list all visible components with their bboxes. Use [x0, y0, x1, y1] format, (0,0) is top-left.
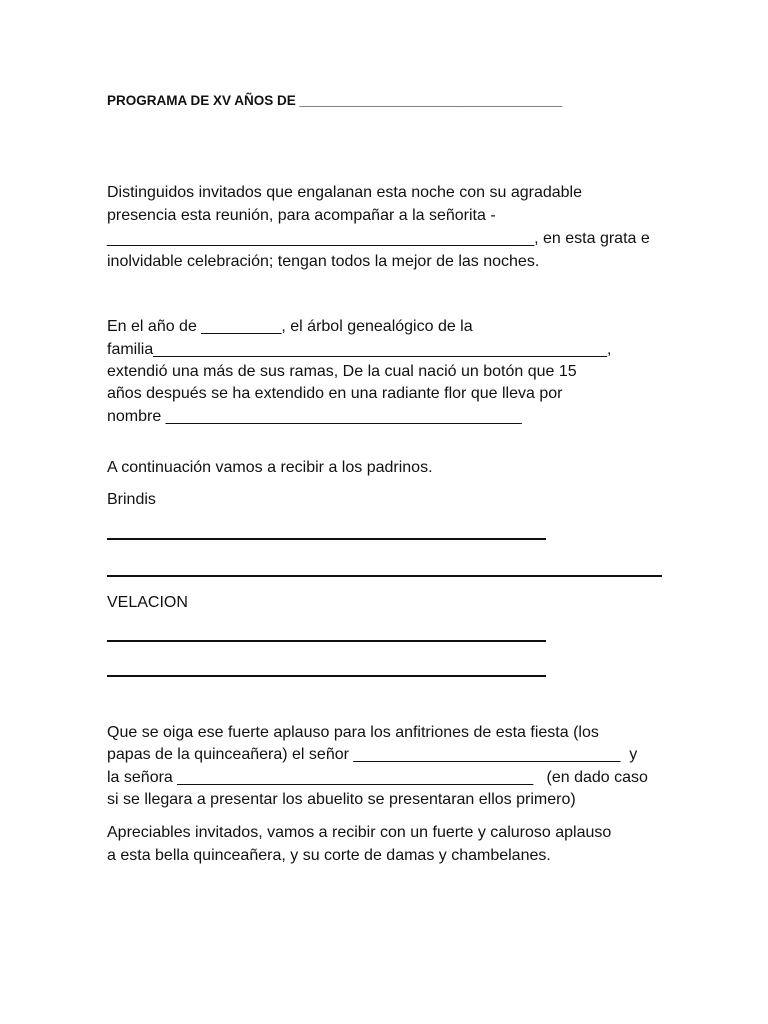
velacion-blank-line [107, 675, 546, 677]
genealogy-line: En el año de _________, el árbol genealógico de la [107, 318, 473, 335]
genealogy-line: nombre ________________________________________ [107, 408, 522, 425]
closing-line: a esta bella quinceañera, y su corte de damas y chambelanes. [107, 847, 551, 864]
intro-line: inolvidable celebración; tengan todos la mejor de las noches. [107, 253, 540, 270]
closing-line: Apreciables invitados, vamos a recibir con un fuerte y caluroso aplauso [107, 824, 612, 841]
parents-line: la señora ________________________________________ (en dado caso [107, 769, 648, 786]
velacion-heading: VELACION [107, 594, 188, 611]
parents-line: Que se oiga ese fuerte aplauso para los anfitriones de esta fiesta (los [107, 724, 599, 741]
brindis-blank-line [107, 575, 662, 577]
intro-line: presencia esta reunión, para acompañar a la señorita - [107, 207, 496, 224]
document-title: PROGRAMA DE XV AÑOS DE ___________________________________ [107, 93, 563, 108]
genealogy-line: familia___________________________________________________, [107, 341, 612, 358]
genealogy-line: extendió una más de sus ramas, De la cual nació un botón que 15 [107, 363, 577, 380]
parents-line: papas de la quinceañera) el señor ______________________________ y [107, 746, 638, 763]
parents-line: si se llegara a presentar los abuelito se presentaran ellos primero) [107, 791, 576, 808]
padrinos-text: A continuación vamos a recibir a los padrinos. [107, 459, 433, 476]
velacion-blank-line [107, 640, 546, 642]
genealogy-line: años después se ha extendido en una radiante flor que lleva por [107, 385, 563, 402]
brindis-heading: Brindis [107, 491, 156, 508]
brindis-blank-line [107, 538, 546, 540]
intro-line: ________________________________________________, en esta grata e [107, 230, 650, 247]
intro-line: Distinguidos invitados que engalanan esta noche con su agradable [107, 184, 583, 201]
